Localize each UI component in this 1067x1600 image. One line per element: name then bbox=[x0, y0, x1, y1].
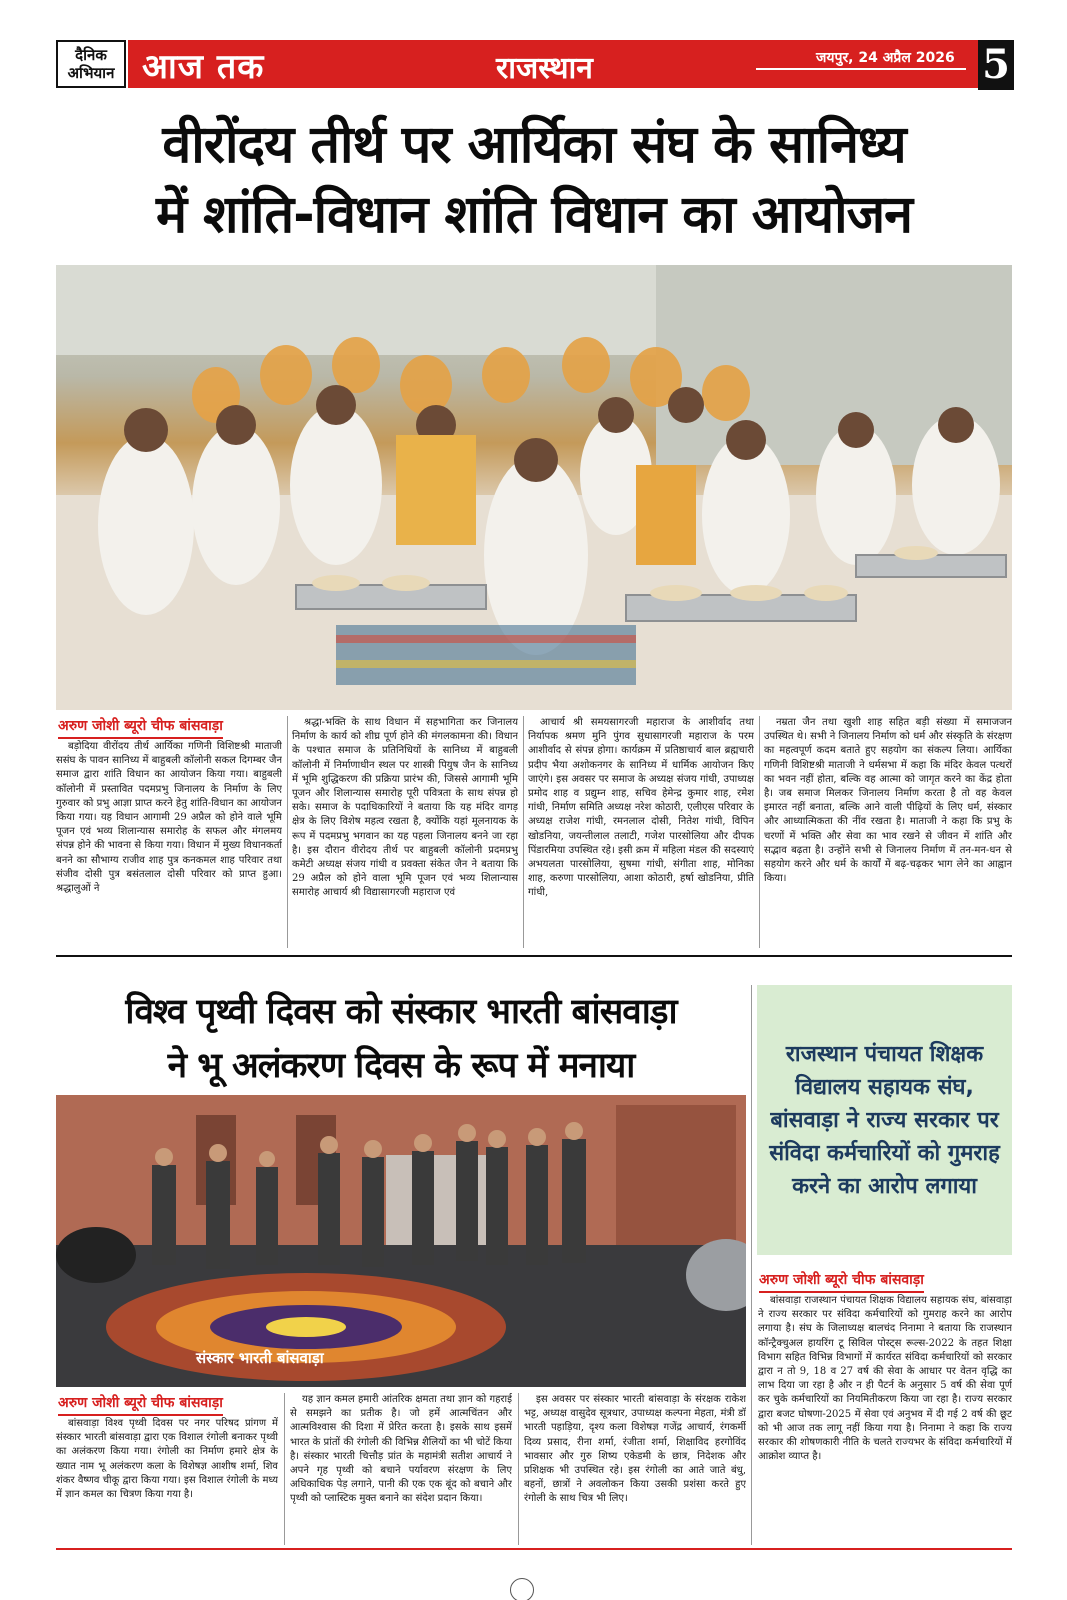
story1-photo bbox=[56, 265, 1012, 710]
story2-paragraph-1: बांसवाड़ा विश्व पृथ्वी दिवस पर नगर परिषद प्रांगण में संस्कार भारती बांसवाड़ा द्वारा एक विशाल रंगोली बनाकर पृथ्वी का अलंकरण किया गया। रंगोली का निर्माण हमारे क्षेत्र के ख्यात नाम भू अलंकरण कला के विशेषज्ञ आशीष शर्मा, शिव शंकर वैष्णव चीकू द्वारा किया गया। इस विशाल रंगोली के मध्य में ज्ञान कमल का चित्रण किया गया है। bbox=[56, 1418, 278, 1501]
brand-name: आज तक bbox=[142, 47, 265, 87]
story3-byline: अरुण जोशी ब्यूरो चीफ बांसवाड़ा bbox=[759, 1270, 924, 1293]
paper-logo bbox=[56, 40, 126, 88]
column-divider bbox=[284, 1393, 285, 1545]
story3-headline-box bbox=[757, 985, 1012, 1255]
story2-byline: अरुण जोशी ब्यूरो चीफ बांसवाड़ा bbox=[58, 1393, 223, 1416]
story2-column-2 bbox=[290, 1393, 512, 1545]
story3-paragraph: बांसवाड़ा राजस्थान पंचायत शिक्षक विद्यालय सहायक संघ, बांसवाड़ा ने राज्य सरकार पर संविदा कर्मचारियों को गुमराह करने का आरोप लगाया है। संघ के जिलाध्यक्ष बालचंद निनामा ने बताया कि राजस्थान कॉन्ट्रैक्चुअल हायरिंग टू सिविल पोस्ट्स रूल्स-2022 के तहत शिक्षा विभाग सहित विभिन्न विभागों में कार्यरत संविदा कर्मचारियों को सरकार द्वारा न तो 9, 18 व 27 वर्ष की सेवा के आधार पर वेतन वृद्धि का लाभ दिया जा रहा है और न ही पैटर्न के अनुसार 5 वर्ष की सेवा पूर्ण कर चुके कर्मचारियों का नियमितीकरण किया जा रहा है। राज्य सरकार द्वारा बजट घोषणा-2025 में सेवा एवं अनुभव में दी गई 2 वर्ष की छूट को भी आज तक लागू नहीं किया गया है। निनामा ने कहा कि राज्य सरकार की शोषणकारी नीति के चलते राज्यभर के संविदा कर्मचारियों में आक्रोश व्याप्त है। bbox=[758, 1295, 1012, 1463]
story1-headline bbox=[56, 110, 1012, 250]
story2-column-3 bbox=[524, 1393, 746, 1545]
story1-column-3 bbox=[528, 716, 754, 948]
story1-paragraph-2: श्रद्धा-भक्ति के साथ विधान में सहभागिता कर जिनालय निर्माण के कार्य को शीघ्र पूर्ण होने की मंगलकामना की। विधान के पश्चात समाज के प्रतिनिधियों के सानिध्य में बाहुबली कॉलोनी में निर्माणाधीन स्थल पर शास्त्री पियुष जैन के सानिध्य में भूमि शुद्धिकरण की प्रक्रिया प्रारंभ की, जिससे आगामी भूमि पूजन और शिलान्यास समारोह पूरी पवित्रता के साथ संपन्न हो सके। समाज के पदाधिकारियों ने बताया कि यह मंदिर वागड़ क्षेत्र के लिए विशेष महत्व रखता है, क्योंकि यहां मूलनायक के रूप में पदमप्रभु भगवान का यह पहला जिनालय बनने जा रहा है। इस दौरान वीरोदय तीर्थ पर बाहुबली कॉलोनी प्रदमप्रभु कमेटी अध्यक्ष संजय गांधी व प्रवक्ता संकेत जैन ने बताया कि 29 अप्रैल को होने वाला भूमि पूजन एवं भव्य शिलान्यास समारोह आचार्य श्री विद्यासागरजी महाराज एवं bbox=[292, 717, 518, 899]
logo-line1: दैनिक bbox=[75, 46, 107, 64]
page-number: 5 bbox=[978, 40, 1014, 90]
story2-column-1 bbox=[56, 1417, 278, 1545]
story2-paragraph-2: यह ज्ञान कमल हमारी आंतरिक क्षमता तथा ज्ञान को गहराई से समझने का प्रतीक है। जो हमें आत्मचिंतन और आत्मविश्वास की दिशा में प्रेरित करता है। इसके साथ इसमें भारत के प्रांतों की रंगोली की विभिन्न शैलियों का भी चोटें किया है। संस्कार भारती चित्तौड़ प्रांत के महामंत्री सतीश आचार्य ने अपने गृह पृथ्वी को बचाने पर्यावरण संरक्षण के लिए अधिकाधिक पेड़ लगाने, पानी की एक एक बूंद को बचाने और पृथ्वी को प्लास्टिक मुक्त बनाने का संदेश प्रदान किया। bbox=[290, 1394, 512, 1505]
story2-photo bbox=[56, 1095, 746, 1387]
story2-paragraph-3: इस अवसर पर संस्कार भारती बांसवाड़ा के संरक्षक राकेश भट्ट, अध्यक्ष वासुदेव सूत्रधार, उपाध्यक्ष कल्पना मेहता, मंत्री डॉ भारती पहाड़िया, दृश्य कला विशेषज्ञ गजेंद्र आचार्य, रंगकर्मी दिव्य प्रसाद, रीना शर्मा, रंजीता शर्मा, शिक्षाविद हरगोविंद भावसार और गुरु शिष्य एकेडमी के छात्र, निदेशक और प्रशिक्षक भी उपस्थित रहे। इस रंगोली का आते जाते बंधु, बहनों, छात्रों ने अवलोकन किया उसकी प्रशंसा करते हुए रंगोली के साथ चित्र भी लिए। bbox=[524, 1394, 746, 1505]
column-divider bbox=[751, 985, 752, 1545]
story1-paragraph-1: बड़ोदिया वीरोंदय तीर्थ आर्यिका गणिनी विशिष्टश्री माताजी ससंघ के पावन सानिध्य में बाहुबली कॉलोनी सकल दिगम्बर जैन समाज द्वारा शांति विधान का आयोजन किया गया। बाहुबली कॉलोनी में प्रस्तावित पदमप्रभु जिनालय के निर्माण के लिए गुरुवार को प्रभु आज्ञा प्राप्त करने हेतु शांति-विधान का आयोजन किया गया। यह विधान आगामी 29 अप्रैल को होने वाले भूमि पूजन एवं भव्य शिलान्यास समारोह के सफल और मंगलमय संपन्न होने की भावना से किया गया। विधान में मुख्य विधानकर्ता बनने का सौभाग्य राजीव शाह पुत्र कनकमल शाह परिवार तथा संजीव दोसी पुत्र बसंतलाल दोसी परिवार को प्राप्त हुआ। श्रद्धालुओं ने bbox=[56, 741, 282, 895]
story1-photo-illustration bbox=[56, 265, 1012, 710]
logo-line2: अभियान bbox=[67, 64, 115, 82]
story2-photo-illustration bbox=[56, 1095, 746, 1387]
story1-headline-line1: वीरोंदय तीर्थ पर आर्यिका संघ के सानिध्य bbox=[162, 115, 906, 175]
masthead bbox=[56, 40, 1012, 96]
story1-column-1 bbox=[56, 740, 282, 948]
date-rule bbox=[756, 68, 966, 70]
column-divider bbox=[287, 716, 288, 948]
issue-date: जयपुर, 24 अप्रैल 2026 bbox=[816, 50, 955, 66]
column-divider bbox=[518, 1393, 519, 1545]
section-rule bbox=[56, 955, 1012, 957]
story1-column-2 bbox=[292, 716, 518, 948]
story3-headline: राजस्थान पंचायत शिक्षक विद्यालय सहायक संघ, बांसवाड़ा ने राज्य सरकार पर संविदा कर्मचारियों को गुमराह करने का आरोप लगाया bbox=[769, 1041, 1000, 1199]
story2-headline-line1: विश्व पृथ्वी दिवस को संस्कार भारती बांसवाड़ा bbox=[125, 992, 677, 1032]
story1-column-4 bbox=[764, 716, 1012, 948]
column-divider bbox=[523, 716, 524, 948]
rangoli-text: संस्कार भारती बांसवाड़ा bbox=[196, 1349, 324, 1367]
story1-paragraph-3: आचार्य श्री समयसागरजी महाराज के आशीर्वाद तथा निर्यापक श्रमण मुनि पुंगव सुधासागरजी महाराज के परम आशीर्वाद से संपन्न होगा। कार्यक्रम में प्रतिष्ठाचार्य बाल ब्रह्मचारी प्रदीप भैया अशोकनगर के सानिध्य में धार्मिक आयोजन किए जाएंगे। इस अवसर पर समाज के अध्यक्ष संजय गांधी, उपाध्यक्ष प्रमोद शाह व प्रद्युम्न शाह, सचिव हेमेन्द्र कुमार शाह, रमेश गांधी, निर्माण समिति अध्यक्ष नरेश कोठारी, एलीएस परिवार के अध्यक्ष राजेश गांधी, रमनलाल दोसी, नितेश गांधी, विपिन खोडनिया, जयन्तीलाल तलाटी, गजेश पारसोलिया और दीपक पिंडारमिया उपस्थित रहे। इसी क्रम में महिला मंडल की सदस्याएं अभयलता पारसोलिया, सुषमा गांधी, संगीता शाह, मोनिका शाह, करुणा पारसोलिया, आशा कोठारी, हर्षा खोडनिया, प्रीति गांधी, bbox=[528, 717, 754, 899]
story3-column bbox=[758, 1294, 1012, 1545]
column-divider bbox=[759, 716, 760, 948]
story1-byline: अरुण जोशी ब्यूरो चीफ बांसवाड़ा bbox=[58, 716, 223, 739]
section-title: राजस्थान bbox=[496, 51, 593, 86]
story2-headline-line2: ने भू अलंकरण दिवस के रूप में मनाया bbox=[167, 1046, 635, 1086]
story2-headline bbox=[56, 985, 746, 1093]
story1-paragraph-4: नम्रता जैन तथा खुशी शाह सहित बड़ी संख्या में समाजजन उपस्थित थे। सभी ने जिनालय निर्माण को धर्म और संस्कृति के संरक्षण का महत्वपूर्ण कदम बताते हुए सहयोग का संकल्प लिया। आर्यिका गणिनी विशिष्टश्री माताजी ने धर्मसभा में कहा कि मंदिर केवल पत्थरों का भवन नहीं होता, बल्कि वह आत्मा को जागृत करने का केंद्र होता है। जब समाज मिलकर जिनालय निर्माण करता है तो वह केवल इमारत नहीं बनाता, बल्कि आने वाली पीढ़ियों के लिए धर्म, संस्कार और आध्यात्मिकता की नींव रखता है। माताजी ने कहा कि प्रभु के चरणों में भक्ति और सेवा का भाव रखने से जीवन में शांति और सद्भाव बढ़ता है। उन्होंने सभी से जिनालय निर्माण में तन-मन-धन से सहयोग करने और धर्म के कार्यों में बढ़-चढ़कर भाग लेने का आह्वान किया। bbox=[764, 717, 1012, 885]
story1-headline-line2: में शांति-विधान शांति विधान का आयोजन bbox=[155, 185, 913, 245]
registration-mark-icon bbox=[510, 1578, 534, 1600]
footer-rule bbox=[56, 1548, 1012, 1550]
